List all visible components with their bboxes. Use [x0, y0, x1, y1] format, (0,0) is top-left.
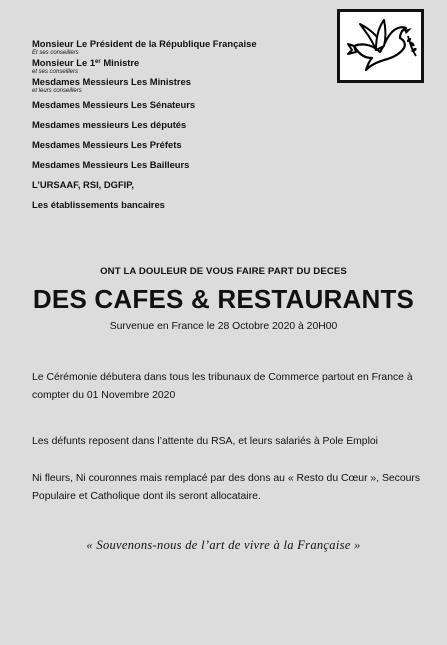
prime-minister-sup: er — [95, 59, 101, 65]
announcement-heading: ONT LA DOULEUR DE VOUS FAIRE PART DU DECES — [100, 266, 347, 277]
dove-icon — [346, 16, 418, 78]
recipient-prefects: Mesdames Messieurs Les Préfets — [32, 139, 182, 150]
date-line: Survenue en France le 28 Octobre 2020 à 20H00 — [109, 321, 338, 332]
rest-paragraph: Les défunts reposent dans l’attente du RSA, et leurs salariés à Pole Emploi — [32, 436, 378, 447]
prime-minister-suffix: Ministre — [100, 57, 140, 68]
recipient-senators: Mesdames Messieurs Les Sénateurs — [32, 99, 196, 110]
closing-quote: « Souvenons-nous de l’art de vivre à la Française » — [86, 538, 361, 552]
recipient-ministers-sub: et leurs conseillers — [32, 88, 82, 94]
recipient-prime-minister — [32, 57, 332, 68]
recipient-ministers: Mesdames Messieurs Les Ministres — [32, 76, 191, 87]
recipient-landlords: Mesdames Messieurs Les Bailleurs — [32, 159, 190, 170]
recipient-prime-minister-sub: et ses conseillers — [32, 69, 79, 75]
prime-minister-prefix: Monsieur Le 1 — [32, 57, 96, 68]
recipient-president: Monsieur Le Président de la République Française — [32, 38, 257, 49]
recipient-president-sub: Et ses conseillers — [32, 50, 79, 56]
flowers-paragraph: Ni fleurs, Ni couronnes mais remplacé par des dons au « Resto du Cœur », Secours Populaire et Catholique dont ils seront allocataire. — [32, 473, 421, 502]
ceremony-paragraph: Le Cérémonie débutera dans tous les tribunaux de Commerce partout en France à compter du 01 Novembre 2020 — [32, 372, 413, 401]
page-title: DES CAFES & RESTAURANTS — [32, 284, 415, 314]
recipient-deputies: Mesdames messieurs Les députés — [32, 119, 187, 130]
recipient-banks: Les établissements bancaires — [32, 199, 165, 210]
recipients-list — [32, 38, 332, 210]
recipient-agencies: L’URSAAF, RSI, DGFIP, — [32, 179, 134, 190]
dove-image — [337, 9, 424, 83]
